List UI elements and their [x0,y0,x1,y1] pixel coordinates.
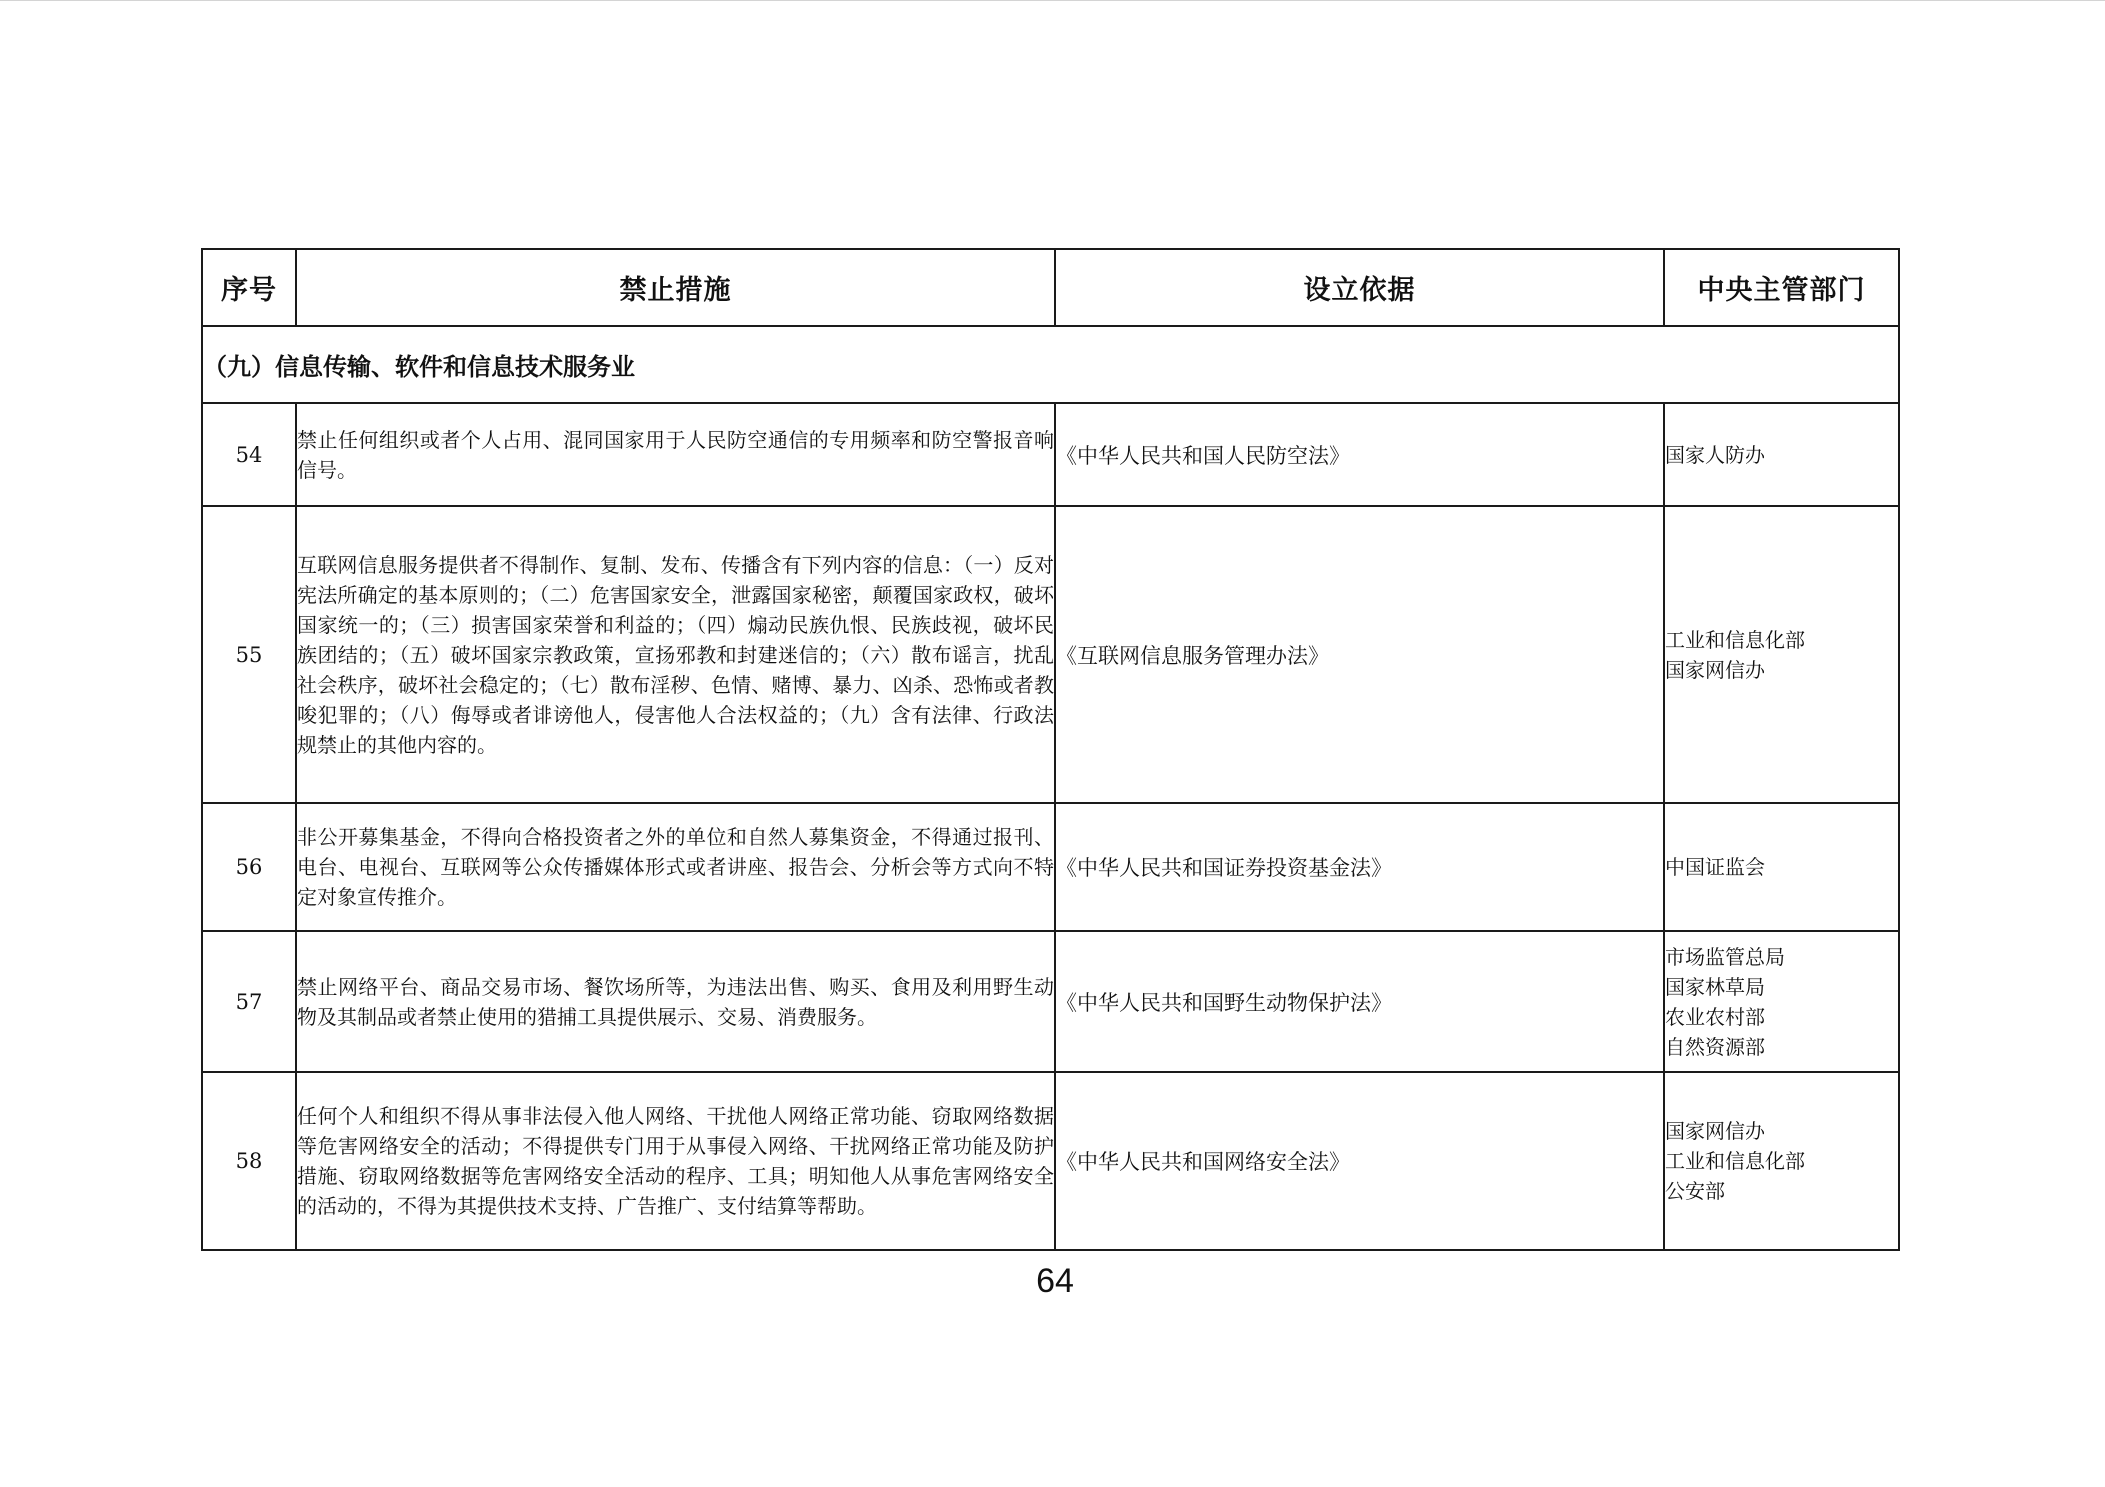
row-measure: 非公开募集基金，不得向合格投资者之外的单位和自然人募集资金，不得通过报刊、电台、电视台、互联网等公众传播媒体形式或者讲座、报告会、分析会等方式向不特定对象宣传推介。 [296,803,1055,931]
prohibition-table [201,248,1900,1251]
dept-name: 农业农村部 [1665,1004,1765,1029]
dept-name: 工业和信息化部 [1665,627,1805,652]
row-basis: 《中华人民共和国野生动物保护法》 [1055,931,1664,1072]
page-number: 64 [1036,1262,1074,1300]
top-border-line [0,0,2105,1]
row-basis: 《中华人民共和国证券投资基金法》 [1055,803,1664,931]
dept-name: 国家人防办 [1665,442,1765,467]
header-seq: 序号 [202,249,296,326]
row-seq: 55 [202,506,296,803]
row-basis: 《中华人民共和国网络安全法》 [1055,1072,1664,1250]
table-row [202,403,1899,506]
row-measure: 互联网信息服务提供者不得制作、复制、发布、传播含有下列内容的信息：（一）反对宪法所确定的基本原则的；（二）危害国家安全，泄露国家秘密，颠覆国家政权，破坏国家统一的；（三）损害国家荣誉和利益的；（四）煽动民族仇恨、民族歧视，破坏民族团结的；（五）破坏国家宗教政策，宣扬邪教和封建迷信的；（六）散布谣言，扰乱社会秩序，破坏社会稳定的；（七）散布淫秽、色情、赌博、暴力、凶杀、恐怖或者教唆犯罪的；（八）侮辱或者诽谤他人，侵害他人合法权益的；（九）含有法律、行政法规禁止的其他内容的。 [296,506,1055,803]
table-row [202,803,1899,931]
row-dept [1664,803,1899,931]
dept-name: 工业和信息化部 [1665,1149,1805,1173]
row-seq: 58 [202,1072,296,1250]
row-dept [1664,506,1899,803]
table-row [202,506,1899,803]
header-basis: 设立依据 [1055,249,1664,326]
row-measure: 任何个人和组织不得从事非法侵入他人网络、干扰他人网络正常功能、窃取网络数据等危害网络安全的活动；不得提供专门用于从事侵入网络、干扰网络正常功能及防护措施、窃取网络数据等危害网络安全活动的程序、工具；明知他人从事危害网络安全的活动的，不得为其提供技术支持、广告推广、支付结算等帮助。 [296,1072,1055,1250]
row-dept [1664,403,1899,506]
row-seq: 56 [202,803,296,931]
table-row [202,1072,1899,1250]
row-seq: 54 [202,403,296,506]
table-header-row [202,249,1899,326]
header-dept: 中央主管部门 [1664,249,1899,326]
header-measure: 禁止措施 [296,249,1055,326]
section-row [202,326,1899,403]
section-title: （九）信息传输、软件和信息技术服务业 [202,326,1899,403]
dept-name: 国家网信办 [1665,657,1765,682]
row-dept [1664,1072,1899,1250]
dept-name: 国家网信办 [1665,1119,1765,1143]
row-dept [1664,931,1899,1072]
dept-name: 中国证监会 [1665,855,1765,879]
dept-name: 公安部 [1665,1179,1725,1203]
row-basis: 《中华人民共和国人民防空法》 [1055,403,1664,506]
dept-name: 国家林草局 [1665,974,1765,999]
table-row [202,931,1899,1072]
row-measure: 禁止网络平台、商品交易市场、餐饮场所等，为违法出售、购买、食用及利用野生动物及其制品或者禁止使用的猎捕工具提供展示、交易、消费服务。 [296,931,1055,1072]
dept-name: 自然资源部 [1665,1034,1765,1059]
row-measure: 禁止任何组织或者个人占用、混同国家用于人民防空通信的专用频率和防空警报音响信号。 [296,403,1055,506]
dept-name: 市场监管总局 [1665,944,1785,969]
row-seq: 57 [202,931,296,1072]
row-basis: 《互联网信息服务管理办法》 [1055,506,1664,803]
